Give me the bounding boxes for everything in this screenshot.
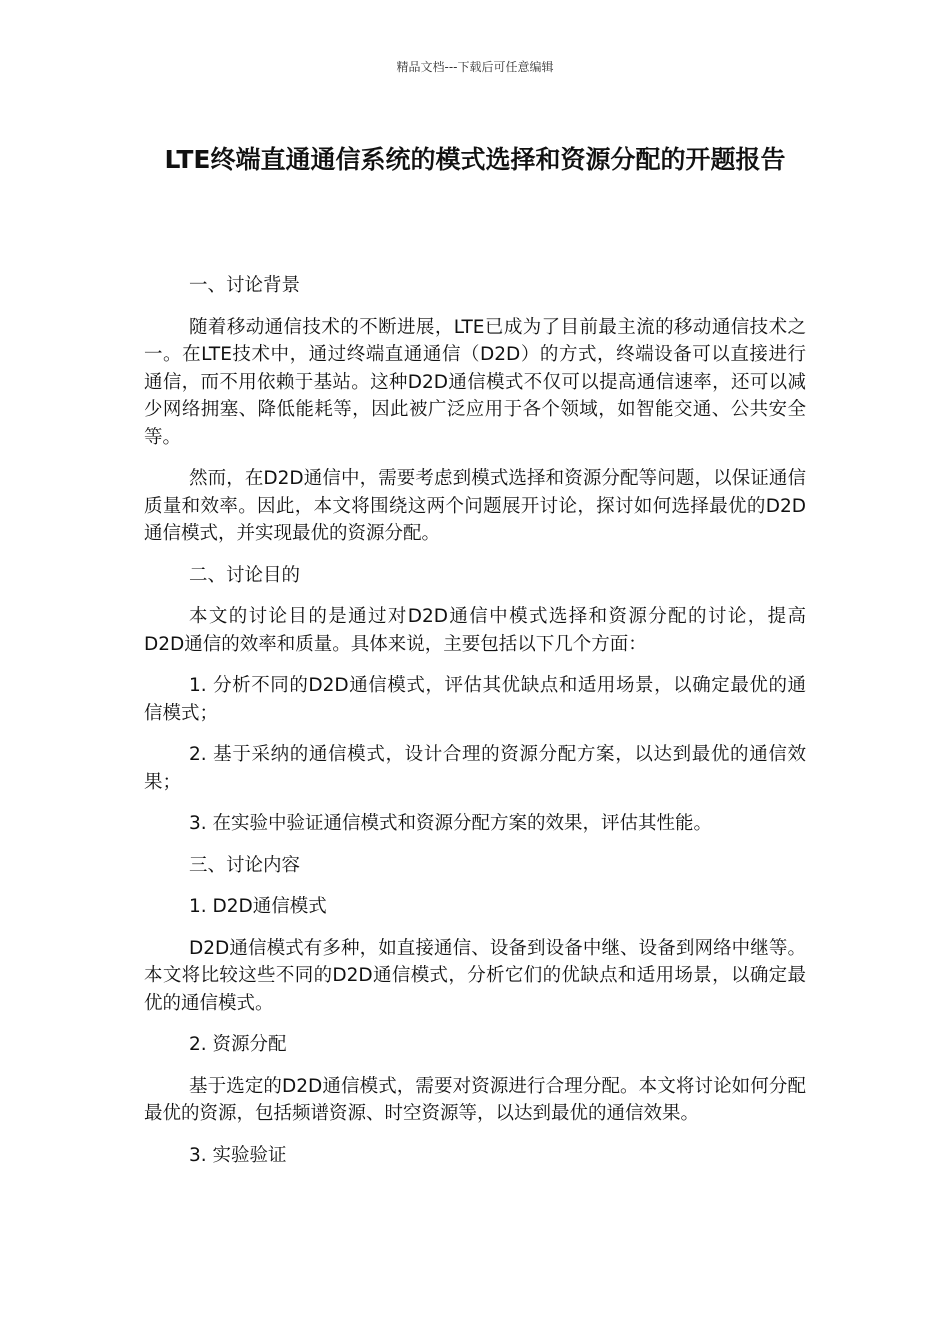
paragraph-background-2: 然而，在D2D通信中，需要考虑到模式选择和资源分配等问题，以保证通信质量和效率。因此，本文将围绕这两个问题展开讨论，探讨如何选择最优的D2D通信模式，并实现最优的资源分配。 [144, 468, 806, 544]
document-body [144, 272, 806, 1183]
list-item-purpose-3: 3. 在实验中验证通信模式和资源分配方案的效果，评估其性能。 [189, 813, 713, 834]
paragraph-purpose-intro: 本文的讨论目的是通过对D2D通信中模式选择和资源分配的讨论，提高D2D通信的效率和质量。具体来说，主要包括以下几个方面： [144, 606, 806, 655]
list-item-purpose-2: 2. 基于采纳的通信模式，设计合理的资源分配方案，以达到最优的通信效果； [144, 744, 806, 793]
page-header: 精品文档---下载后可任意编辑 [396, 60, 554, 74]
subheading-d2d-modes: 1. D2D通信模式 [189, 896, 327, 917]
document-title: LTE终端直通通信系统的模式选择和资源分配的开题报告 [164, 145, 786, 174]
subheading-resource-allocation: 2. 资源分配 [189, 1034, 287, 1055]
section-heading-purpose: 二、讨论目的 [189, 564, 301, 586]
list-item-purpose-1: 1. 分析不同的D2D通信模式，评估其优缺点和适用场景，以确定最优的通信模式； [144, 675, 806, 724]
paragraph-background-1: 随着移动通信技术的不断进展，LTE已成为了目前最主流的移动通信技术之一。在LTE技术中，通过终端直通通信（D2D）的方式，终端设备可以直接进行通信，而不用依赖于基站。这种D2D通信模式不仅可以提高通信速率，还可以减少网络拥塞、降低能耗等，因此被广泛应用于各个领域，如智能交通、公共安全等。 [144, 316, 806, 448]
section-heading-background: 一、讨论背景 [189, 275, 301, 296]
paragraph-d2d-modes: D2D通信模式有多种，如直接通信、设备到设备中继、设备到网络中继等。本文将比较这些不同的D2D通信模式，分析它们的优缺点和适用场景，以确定最优的通信模式。 [144, 937, 806, 1014]
subheading-experiment: 3. 实验验证 [189, 1144, 287, 1166]
paragraph-resource-allocation: 基于选定的D2D通信模式，需要对资源进行合理分配。本文将讨论如何分配最优的资源，包括频谱资源、时空资源等，以达到最优的通信效果。 [144, 1075, 806, 1124]
section-heading-content: 三、讨论内容 [189, 854, 301, 876]
